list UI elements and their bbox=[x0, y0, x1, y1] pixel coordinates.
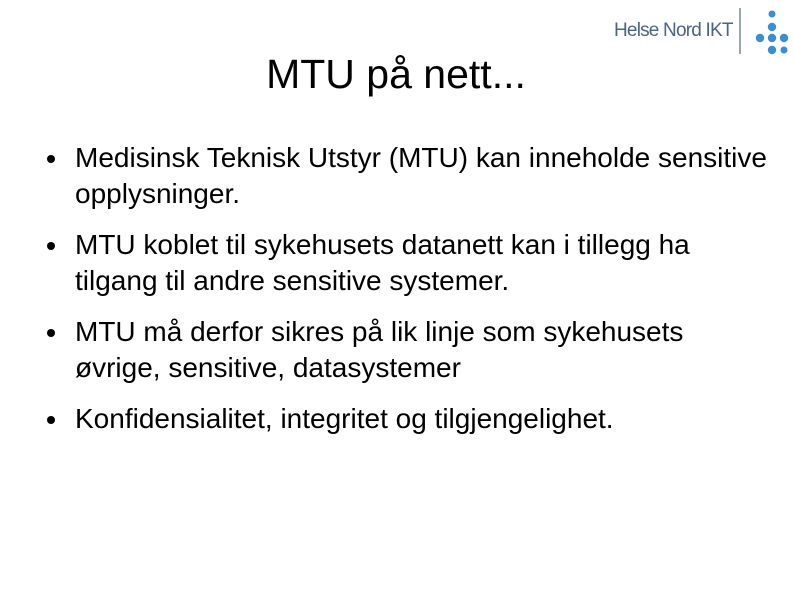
bullet-item bbox=[45, 401, 775, 437]
bullet-list bbox=[45, 140, 775, 452]
bullet-dot-icon bbox=[47, 416, 55, 424]
logo-divider bbox=[739, 8, 741, 54]
bullet-item bbox=[45, 314, 775, 386]
bullet-dot-icon bbox=[47, 329, 55, 337]
bullet-dot-icon bbox=[47, 155, 55, 163]
bullet-item bbox=[45, 140, 775, 212]
slide-title bbox=[0, 50, 794, 98]
bullet-dot-icon bbox=[47, 242, 55, 250]
bullet-text: MTU må derfor sikres på lik linje som sykehusets øvrige, sensitive, datasystemer bbox=[75, 316, 684, 383]
slide-title-text: MTU på nett... bbox=[266, 51, 526, 97]
bullet-text: MTU koblet til sykehusets datanett kan i tillegg ha tilgang til andre sensitive systemer. bbox=[75, 229, 690, 296]
bullet-item bbox=[45, 227, 775, 299]
bullet-text: Medisinsk Teknisk Utstyr (MTU) kan inneholde sensitive opplysninger. bbox=[75, 142, 767, 209]
logo-text: Helse Nord IKT bbox=[614, 20, 733, 41]
dots-cross-icon bbox=[752, 8, 790, 56]
bullet-text: Konfidensialitet, integritet og tilgjengelighet. bbox=[75, 403, 614, 434]
